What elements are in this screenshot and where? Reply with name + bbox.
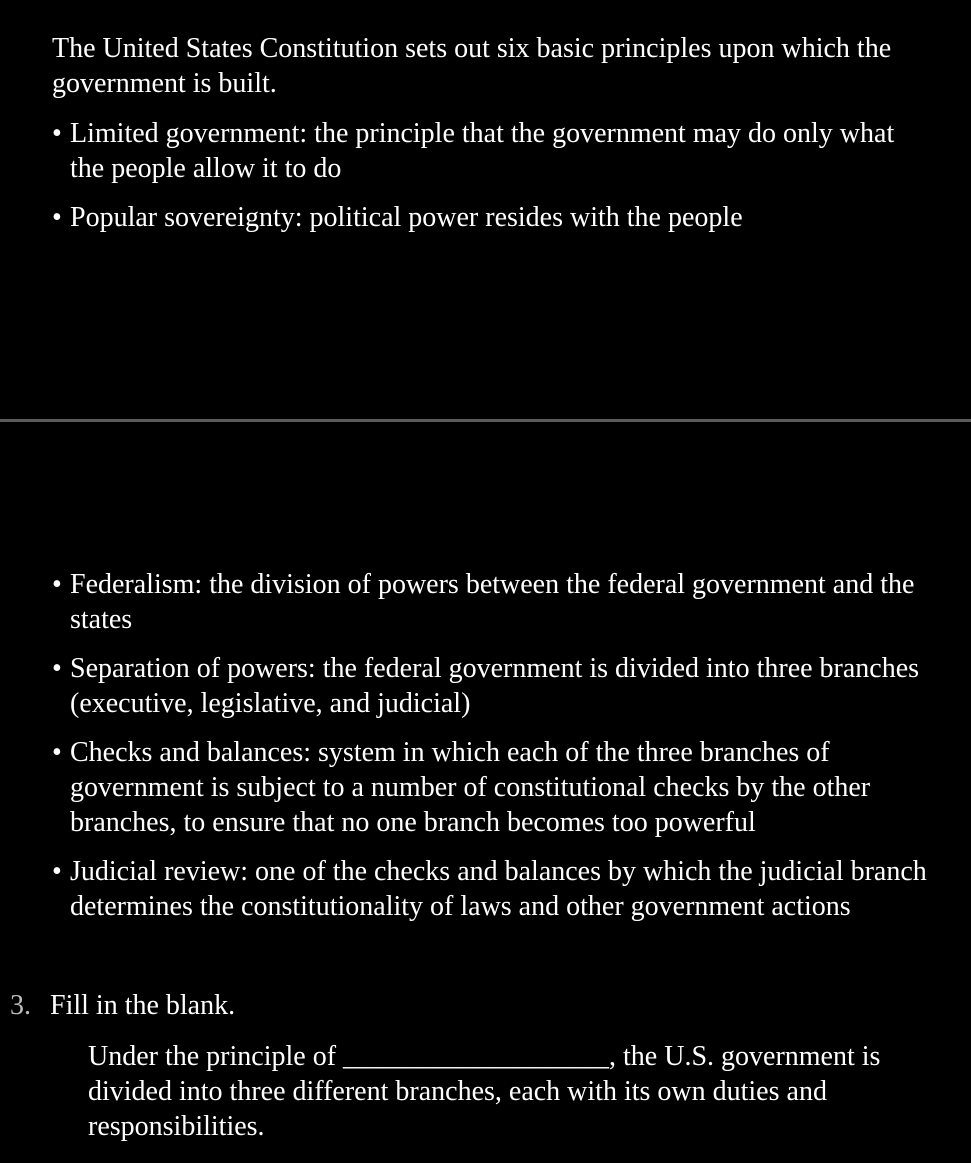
bullet-dot: • <box>52 202 62 233</box>
principle-text: Separation of powers: the federal government is divided into three branches (executive, legislative, and judicial) <box>70 653 920 719</box>
principle-text: Popular sovereignty: political power resides with the people <box>70 202 743 233</box>
question-body: Under the principle of ___________________, the U.S. government is divided into three different branches, each with its own duties and responsibilities. <box>88 1041 881 1142</box>
principle-judicial-review <box>52 854 932 924</box>
principle-popular-sovereignty <box>52 200 932 235</box>
page-divider <box>0 419 971 422</box>
principle-text: Limited government: the principle that the government may do only what the people allow it to do <box>70 118 895 184</box>
principle-checks-and-balances <box>52 735 932 840</box>
bullet-dot: • <box>52 856 62 887</box>
bullet-dot: • <box>52 118 62 149</box>
bullet-dot: • <box>52 737 62 768</box>
principle-federalism <box>52 567 932 637</box>
principle-limited-government <box>52 116 932 186</box>
question-prompt: Fill in the blank. <box>50 990 236 1021</box>
principle-text: Checks and balances: system in which each of the three branches of government is subject to a number of constitutional checks by the other branches, to ensure that no one branch becomes too powerful <box>70 737 871 838</box>
question-number: 3. <box>10 990 31 1021</box>
bullet-dot: • <box>52 569 62 600</box>
principle-text: Judicial review: one of the checks and balances by which the judicial branch determines the constitutionality of laws and other government actions <box>70 856 927 922</box>
bullet-dot: • <box>52 653 62 684</box>
intro-paragraph: The United States Constitution sets out six basic principles upon which the government is built. <box>52 33 892 99</box>
principle-separation-of-powers <box>52 651 932 721</box>
principle-text: Federalism: the division of powers between the federal government and the states <box>70 569 915 635</box>
